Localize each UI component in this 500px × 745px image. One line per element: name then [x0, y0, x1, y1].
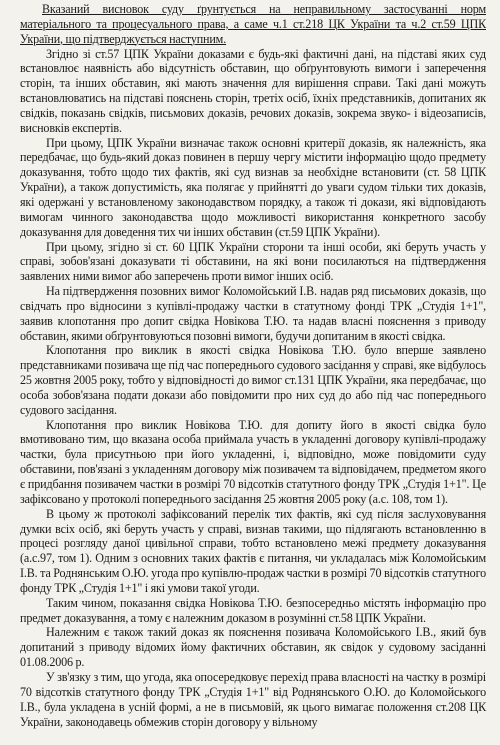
paragraph-plaintiff-testimony: Належним є також такий доказ як пояснення позивача Коломойського І.В., який був допитаний з приводу відомих йому фактичних обставин, як свідок у судовому засіданні 01.08.2006 р. — [20, 625, 486, 670]
paragraph-intro: Вказаний висновок суду ґрунтується на неправильному застосуванні норм матеріального та процесуального права, а саме ч.1 ст.218 ЦК України та ч.2 ст.59 ЦПК України, що підтверджується наступним. — [20, 2, 486, 46]
paragraph-burden-of-proof: При цьому, згідно зі ст. 60 ЦПК України сторони та інші особи, які беруть участь у справі, зобов'язані доказувати ті обставини, на які вони посилаються на підтвердження заявлених ними вимог або заперечень проти вимог інших осіб. — [20, 239, 486, 284]
paragraph-witness-motion: Клопотання про виклик в якості свідка Новікова Т.Ю. було вперше заявлено представниками позивача ще під час попереднього судового засідання у справі, яке відбулось 25 жовтня 2005 року, тобто у відповідності до вимог ст.131 ЦПК України, яка передбачає, що особа зобов'язана подати докази або повідомити про них суд до або під час попереднього судового засідання. — [20, 343, 486, 417]
paragraph-protocol-facts: В цьому ж протоколі зафіксований перелік тих фактів, які суд після заслуховування думки всіх осіб, які беруть участь у справі, визнав такими, що підлягають встановленню в процесі розгляду даної цивільної справи, тобто встановлено межі предмету доказування (а.с.97, том 1). Одним з основних таких фактів є питання, чи укладалась між Коломойським І.В. та Роднянським О.Ю. угода про купівлю-продаж частки в розмірі 70 відсотків статутного фонду ТРК „Студія 1+1" і які умови такої угоди. — [20, 506, 486, 595]
paragraph-evidence-definition: Згідно зі ст.57 ЦПК України доказами є будь-які фактичні дані, на підставі яких суд встановлює наявність або відсутність обставин, що обґрунтовують вимоги і заперечення сторін, та інших обставин, які мають значення для вирішення справи. Такі дані можуть встановлюватись на підставі пояснень сторін, третіх осіб, їхніх представників, допитаних як свідків, показань свідків, письмових доказів, речових доказів, зокрема звуко- і відеозаписів, висновків експертів. — [20, 46, 486, 135]
paragraph-oral-agreement: У зв'язку з тим, що угода, яка опосередковує перехід права власності на частку в розмірі 70 відсотків статутного фонду ТРК „Студія 1+1" від Роднянського О.Ю. до Коломойського І.В., була укладена в усній формі, а не в письмовій, як цього вимагає положення ст.208 ЦК України, законодавець обмежив сторін договору у вільному — [20, 669, 486, 729]
paragraph-evidence-criteria: При цьому, ЦПК України визначає також основні критерії доказів, як належність, яка передбачає, що будь-який доказ повинен в першу чергу містити інформацію щодо предмету доказування, тобто щодо тих фактів, які суд визнав за необхідне встановити (ст. 58 ЦПК України), а також допустимість, яка полягає у прийнятті до уваги судом тільки тих доказів, які одержані у встановленому законодавством порядку, а також ті докази, які відповідають вимогам чинного законодавства щодо можливості використання конкретного засобу доказування для доведення тих чи інших обставин (ст.59 ЦПК України). — [20, 135, 486, 239]
paragraph-plaintiff-evidence: На підтвердження позовних вимог Коломойський І.В. надав ряд письмових доказів, що свідчать про відносини з купівлі-продажу частки в статутному фонді ТРК „Студія 1+1", заявив клопотання про допит свідка Новікова Т.Ю. та надав власні пояснення з приводу обставин, якими обґрунтовуються позовні вимоги, будучи допитаним в якості свідка. — [20, 284, 486, 343]
paragraph-witness-relevance: Таким чином, показання свідка Новікова Т.Ю. безпосередньо містять інформацію про предмет доказування, а тому є належним доказом в розумінні ст.58 ЦПК України. — [20, 595, 486, 625]
paragraph-witness-justification: Клопотання про виклик Новікова Т.Ю. для допиту його в якості свідка було вмотивовано тим, що вказана особа приймала участь в укладенні договору купівлі-продажу частки, була присутньою при його укладенні, і, відповідно, може повідомити суду обставини, пов'язані з укладенням договору між позивачем та відповідачем, предметом якого є придбання позивачем частки в розмірі 70 відсотків статутного фонду ТРК „Студія 1+1". Це зафіксовано у протоколі попереднього засідання 25 жовтня 2005 року (а.с. 108, том 1). — [20, 417, 486, 506]
